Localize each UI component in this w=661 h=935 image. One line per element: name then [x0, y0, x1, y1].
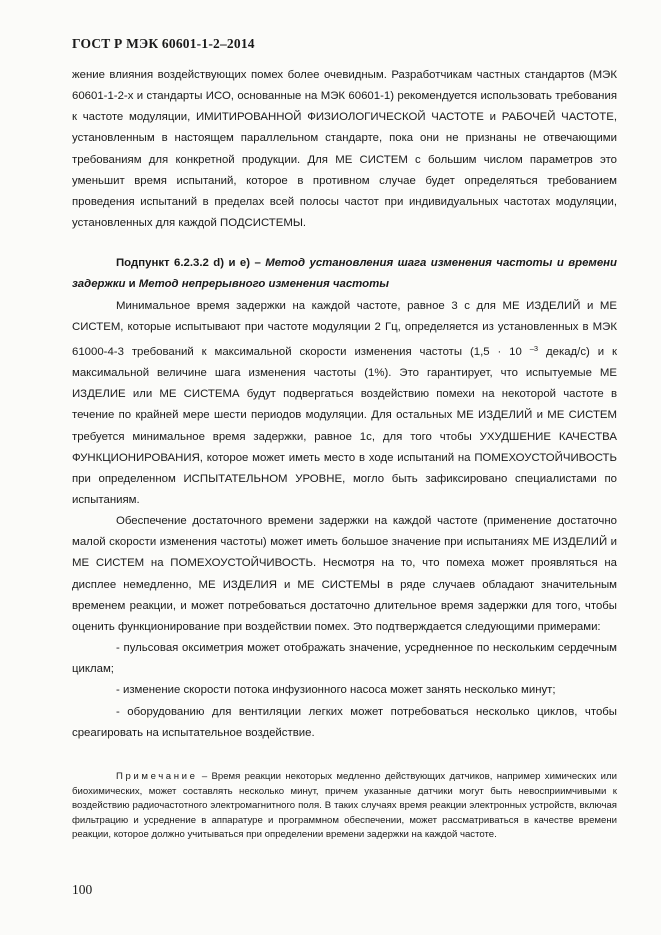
note-text: Время реакции некоторых медленно действующих датчиков, например химических или биохимических, может составлять несколько минут, причем указанные датчики могут быть невосприимчивыми к воздействию радиочастотного электромагнитного поля. В таких случаях время реакции электронных устройств, включая фильтрацию и усреднение в аппаратуре и программном обеспечении, может рассматриваться в качестве времени реакции, которое должно учитываться при определении времени задержки на каждой частоте. — [72, 771, 617, 841]
document-header: ГОСТ Р МЭК 60601-1-2–2014 — [72, 36, 255, 51]
paragraph-continuation: жение влияния воздействующих помех более очевидным. Разработчикам частных стандартов (МЭК 60601-1-2-х и стандарты ИСО, основанные на МЭК 60601-1) рекомендуется использовать требования к частоте модуляции, ИМИТИРОВАННОЙ ФИЗИОЛОГИЧЕСКОЙ ЧАСТОТЕ и РАБОЧЕЙ ЧАСТОТЕ, установленным в настоящем параллельном стандарте, пока они не признаны не отвечающими требованиям для конкретной продукции. Для МЕ СИСТЕМ с большим числом параметров это уменьшит время испытаний, которое в противном случае будет определяться требованием проведения испытаний в пределах всей полосы частот при индивидуальных частотах модуляции, установленных для каждой ПОДСИСТЕМЫ. — [72, 69, 617, 230]
note-label: Примечание — [116, 771, 198, 782]
paragraph-dwell-time-part2: декад/с) и к максимальной величине шага изменения частоты (1%). Это гарантирует, что испытуемые МЕ ИЗДЕЛИЕ или МЕ СИСТЕМА будут подвергаться воздействию помехи на некоторой частоте в течение по крайней мере шести периодов модуляции. Для остальных МЕ ИЗДЕЛИЙ и МЕ СИСТЕМ требуется минимальное время задержки, равное 1с, для того чтобы УХУДШЕНИЕ КАЧЕСТВА ФУНКЦИОНИРОВАНИЯ, которое может иметь место в ходе испытаний на ПОМЕХОУСТОЙЧИВОСТЬ при определенном ИСПЫТАТЕЛЬНОМ УРОВНЕ, могло быть зафиксировано специалистами по испытаниям. — [72, 345, 617, 506]
subclause-conjunction: и — [125, 278, 139, 291]
subclause-heading — [72, 253, 617, 295]
example-item: - оборудованию для вентиляции легких может потребоваться несколько циклов, чтобы среагировать на испытательное воздействие. — [72, 705, 617, 739]
paragraph-dwell-time-part1: Минимальное время задержки на каждой частоте, равное 3 с для МЕ ИЗДЕЛИЙ и МЕ СИСТЕМ, которые испытывают при частоте модуляции 2 Гц, определяется из установленных в МЭК 61000-4-3 требований к максимальной скорости изменения частоты (1,5 · 10 — [72, 299, 617, 358]
example-item: - изменение скорости потока инфузионного насоса может занять несколько минут; — [116, 684, 556, 697]
paragraph-sufficient-dwell: Обеспечение достаточного времени задержки на каждой частоте (применение достаточно малой скорости изменения частоты) может иметь большое значение при испытаниях МЕ ИЗДЕЛИЙ и МЕ СИСТЕМ на ПОМЕХОУСТОЙЧИВОСТЬ. Несмотря на то, что помеха может проявляться на дисплее немедленно, МЕ ИЗДЕЛИЯ и МЕ СИСТЕМЫ в ряде случаев обладают значительным временем реакции, и может потребоваться достаточно длительное время задержки для того, чтобы оценить функционирование при воздействии помех. Это подтверждается следующими примерами: — [72, 515, 617, 633]
subclause-title-2: Метод непрерывного изменения частоты — [138, 278, 389, 291]
note-dash: – — [197, 771, 212, 782]
example-item: - пульсовая оксиметрия может отображать значение, усредненное по нескольким сердечным циклам; — [72, 642, 617, 676]
subclause-prefix: Подпункт 6.2.3.2 d) и е) – — [116, 257, 266, 270]
subclause-title-1: Метод установления шага изменения частоты и времени задержки — [72, 257, 618, 291]
paragraph-dwell-time — [72, 296, 617, 512]
note-paragraph — [72, 770, 617, 843]
spacer — [72, 234, 617, 253]
page-number: 100 — [72, 882, 93, 897]
document-body — [72, 65, 617, 744]
note-block — [72, 770, 617, 843]
exponent: –3 — [529, 343, 539, 353]
